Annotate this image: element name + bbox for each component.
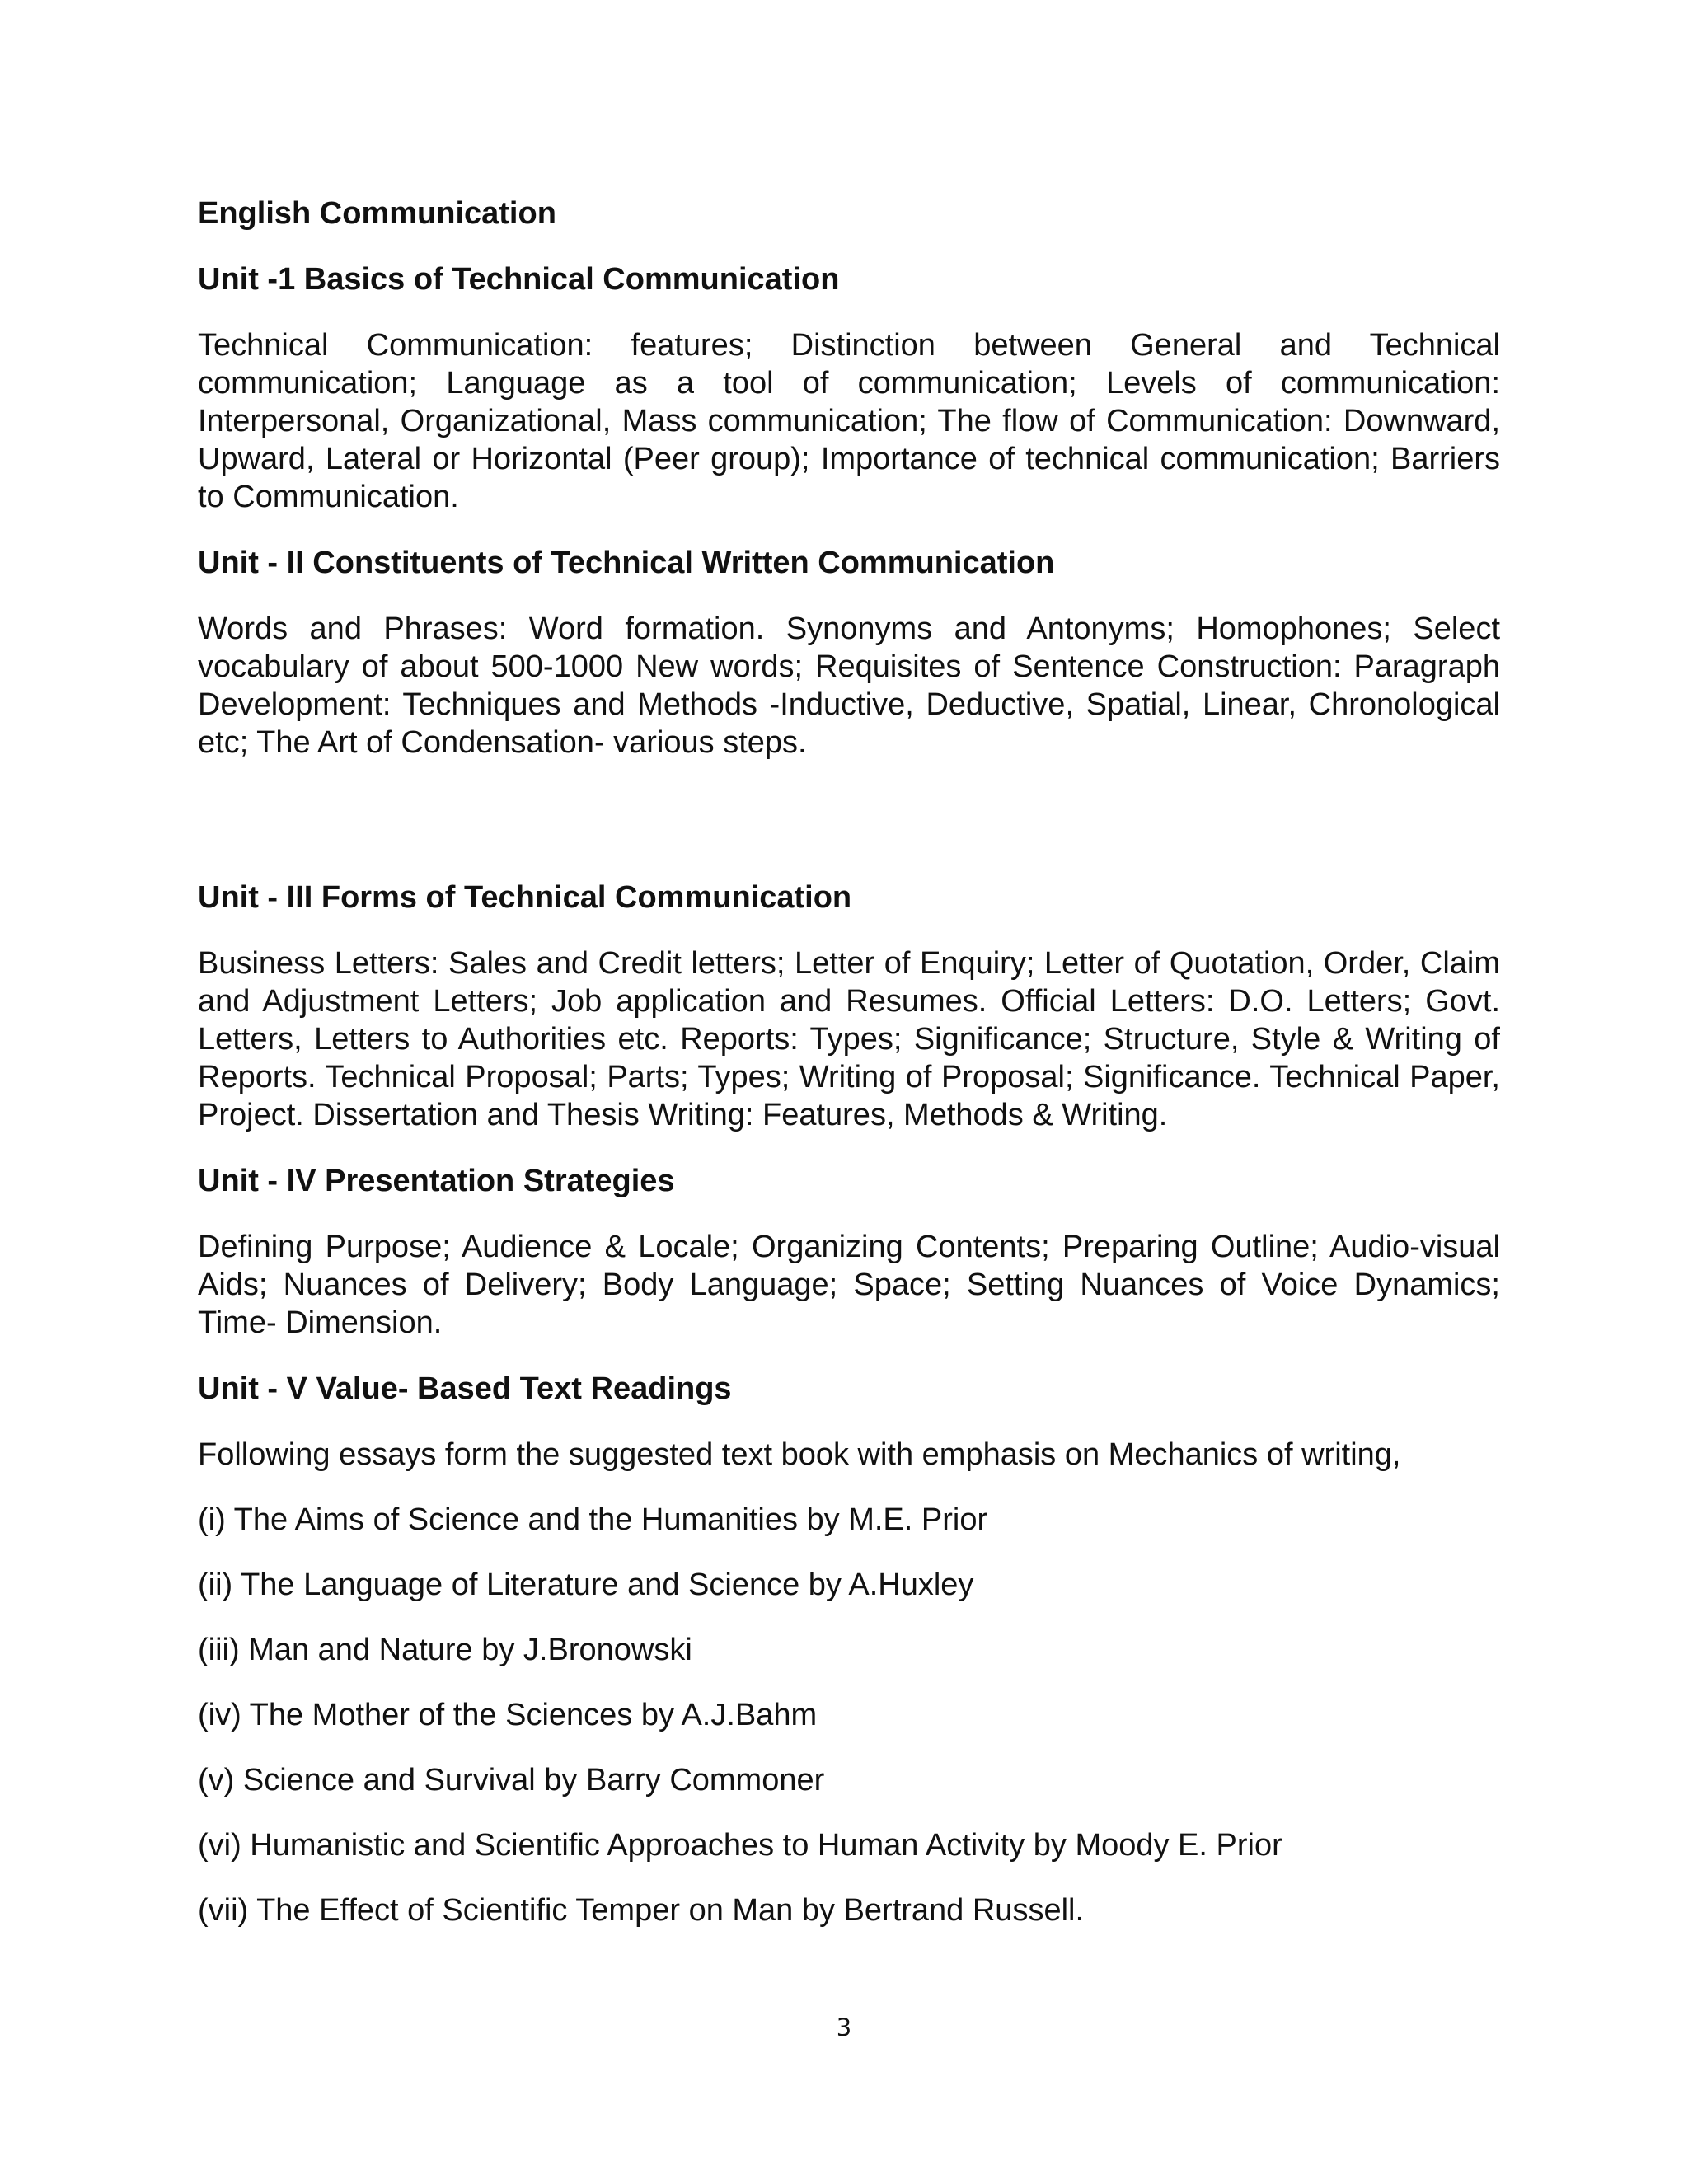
reading-item: (vii) The Effect of Scientific Temper on Man by Bertrand Russell. <box>198 1893 1085 1928</box>
reading-item: (v) Science and Survival by Barry Commoner <box>198 1763 825 1797</box>
unit-3-body: Business Letters: Sales and Credit letters; Letter of Enquiry; Letter of Quotation, Order, Claim and Adjustment Letters; Job application and Resumes. Official Letters: D.O. Letters; Govt. Letters, Letters to Authorities etc. Reports: Types; Significance; Structure, Style & Writing of Reports. Technical Proposal; Parts; Types; Writing of Proposal; Significance. Technical Paper, Project. Dissertation and Thesis Writing: Features, Methods & Writing. <box>198 946 1500 1132</box>
page-number: 3 <box>836 2013 852 2041</box>
unit-4-body: Defining Purpose; Audience & Locale; Organizing Contents; Preparing Outline; Audio-visual Aids; Nuances of Delivery; Body Language; Space; Setting Nuances of Voice Dynamics; Time- Dimension. <box>198 1230 1500 1340</box>
document-title: English Communication <box>198 196 556 231</box>
reading-item: (vi) Humanistic and Scientific Approaches to Human Activity by Moody E. Prior <box>198 1828 1282 1863</box>
document-page <box>198 194 1500 1957</box>
readings-list <box>198 1501 1500 1929</box>
unit-1-body: Technical Communication: features; Distinction between General and Technical communication; Language as a tool of communication; Levels of communication: Interpersonal, Organizational, Mass communication; The flow of Communication: Downward, Upward, Lateral or Horizontal (Peer group); Importance of technical communication; Barriers to Communication. <box>198 328 1500 514</box>
reading-item: (iii) Man and Nature by J.Bronowski <box>198 1633 692 1667</box>
unit-1-heading: Unit -1 Basics of Technical Communication <box>198 262 840 297</box>
unit-3-heading: Unit - III Forms of Technical Communication <box>198 880 852 915</box>
unit-2-body: Words and Phrases: Word formation. Synonyms and Antonyms; Homophones; Select vocabulary of about 500-1000 New words; Requisites of Sentence Construction: Paragraph Development: Techniques and Methods -Inductive, Deductive, Spatial, Linear, Chronological etc; The Art of Condensation- various steps. <box>198 612 1500 760</box>
unit-4-heading: Unit - IV Presentation Strategies <box>198 1164 675 1198</box>
reading-item: (ii) The Language of Literature and Science by A.Huxley <box>198 1568 974 1602</box>
unit-5-heading: Unit - V Value- Based Text Readings <box>198 1371 732 1406</box>
reading-item: (iv) The Mother of the Sciences by A.J.Bahm <box>198 1698 818 1732</box>
unit-2-heading: Unit - II Constituents of Technical Written Communication <box>198 546 1055 580</box>
unit-5-intro: Following essays form the suggested text book with emphasis on Mechanics of writing, <box>198 1437 1401 1472</box>
section-spacer <box>198 790 1500 879</box>
reading-item: (i) The Aims of Science and the Humanities by M.E. Prior <box>198 1502 988 1537</box>
